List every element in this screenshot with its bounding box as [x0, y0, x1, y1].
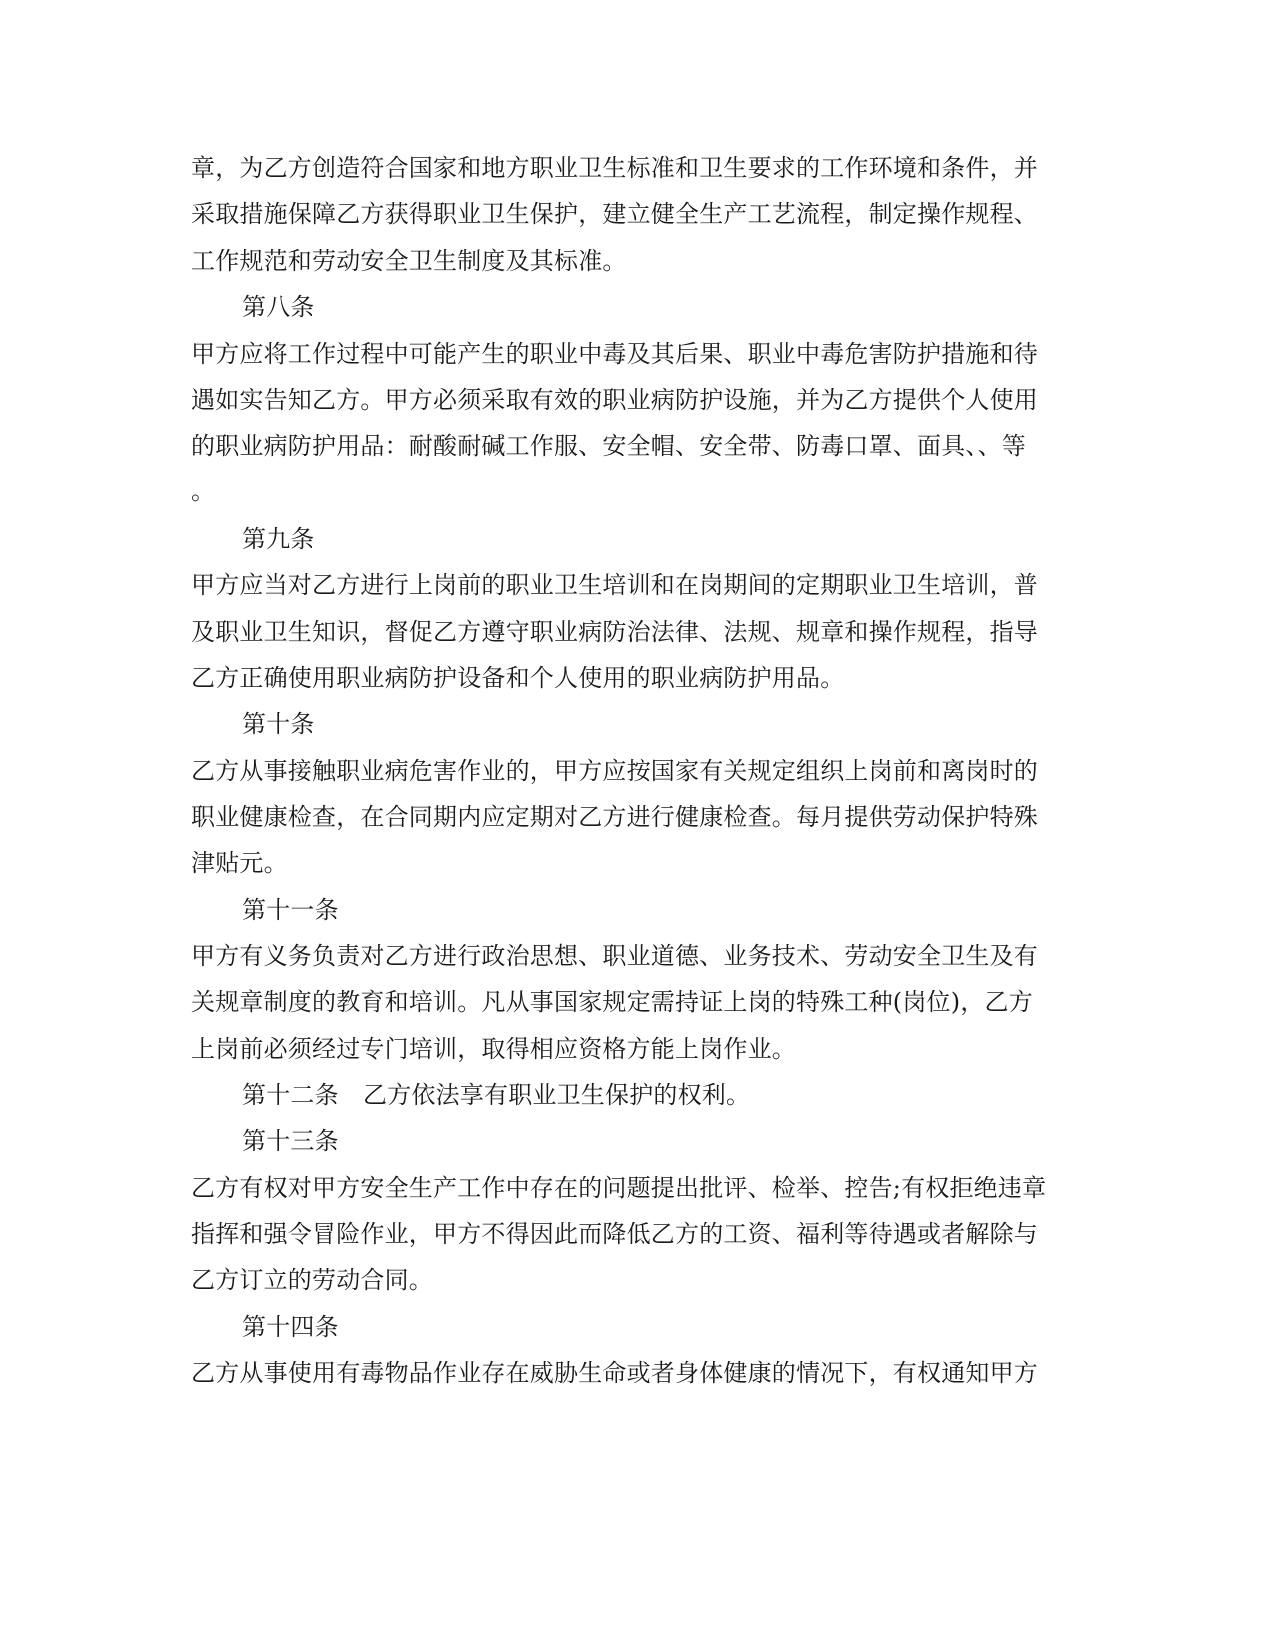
paragraph-line: 乙方正确使用职业病防护设备和个人使用的职业病防护用品。	[191, 664, 845, 692]
article-heading: 第八条	[242, 293, 315, 321]
paragraph-line: 章，为乙方创造符合国家和地方职业卫生标准和卫生要求的工作环境和条件，并	[191, 154, 1038, 182]
paragraph-line: 津贴元。	[191, 849, 288, 877]
paragraph-line: 甲方应将工作过程中可能产生的职业中毒及其后果、职业中毒危害防护措施和待	[191, 340, 1038, 368]
article-heading: 第九条	[242, 525, 315, 553]
paragraph-line: 乙方订立的劳动合同。	[191, 1266, 433, 1294]
article-heading: 第十一条	[242, 896, 339, 924]
paragraph-line: 及职业卫生知识，督促乙方遵守职业病防治法律、法规、规章和操作规程，指导	[191, 618, 1038, 646]
paragraph-line: 遇如实告知乙方。甲方必须采取有效的职业病防护设施，并为乙方提供个人使用	[191, 386, 1038, 414]
paragraph-line: 上岗前必须经过专门培训，取得相应资格方能上岗作业。	[191, 1035, 796, 1063]
paragraph-line: 职业健康检查，在合同期内应定期对乙方进行健康检查。每月提供劳动保护特殊	[191, 803, 1038, 831]
paragraph-line: 采取措施保障乙方获得职业卫生保护，建立健全生产工艺流程，制定操作规程、	[191, 200, 1038, 228]
paragraph-line: 乙方从事接触职业病危害作业的，甲方应按国家有关规定组织上岗前和离岗时的	[191, 757, 1038, 785]
article-heading: 第十三条	[242, 1127, 339, 1155]
paragraph-line: 甲方有义务负责对乙方进行政治思想、职业道德、业务技术、劳动安全卫生及有	[191, 942, 1038, 970]
paragraph-line: 关规章制度的教育和培训。凡从事国家规定需持证上岗的特殊工种(岗位)，乙方	[191, 988, 1033, 1016]
article-heading: 第十二条 乙方依法享有职业卫生保护的权利。	[242, 1081, 751, 1109]
paragraph-line: 乙方有权对甲方安全生产工作中存在的问题提出批评、检举、控告;有权拒绝违章	[191, 1174, 1047, 1202]
paragraph-line: 指挥和强令冒险作业，甲方不得因此而降低乙方的工资、福利等待遇或者解除与	[191, 1220, 1038, 1248]
paragraph-line: 甲方应当对乙方进行上岗前的职业卫生培训和在岗期间的定期职业卫生培训，普	[191, 571, 1038, 599]
article-heading: 第十四条	[242, 1313, 339, 1341]
paragraph-line: 乙方从事使用有毒物品作业存在威胁生命或者身体健康的情况下，有权通知甲方	[191, 1359, 1038, 1387]
article-heading: 第十条	[242, 710, 315, 738]
paragraph-line: 。	[191, 477, 216, 505]
paragraph-line: 的职业病防护用品：耐酸耐碱工作服、安全帽、安全带、防毒口罩、面具、、等	[191, 432, 1026, 460]
paragraph-line: 工作规范和劳动安全卫生制度及其标准。	[191, 247, 627, 275]
